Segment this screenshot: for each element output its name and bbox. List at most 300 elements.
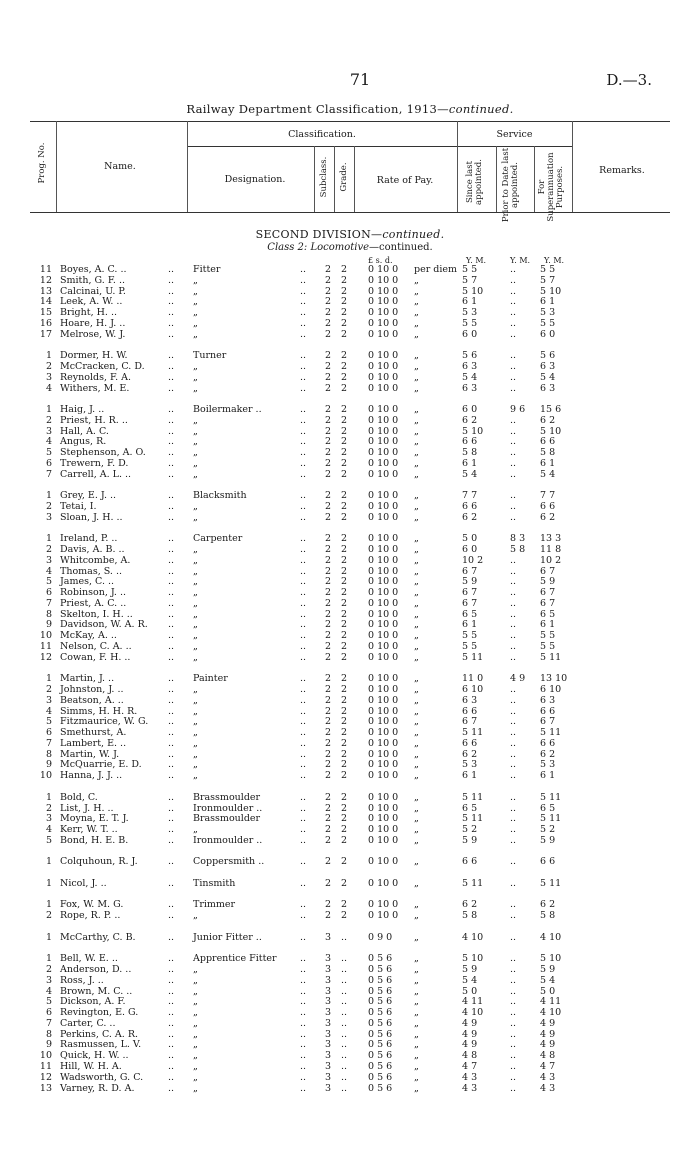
table-row (0, 996, 700, 1007)
leader-dots: .. (300, 1039, 307, 1051)
grade: 2 (340, 899, 348, 911)
designation: Coppersmith .. (193, 856, 265, 868)
rate-of-pay: 0 10 0 (368, 457, 399, 469)
title-main: Railway Department Classification, 1913— (186, 102, 449, 116)
service-superannuation: 4 3 (540, 1082, 556, 1094)
header-remarks: Remarks. (599, 165, 645, 176)
designation: „ (193, 565, 198, 577)
class-label: Class 2: Locomotive (267, 242, 370, 253)
rate-of-pay: 0 10 0 (368, 597, 399, 609)
service-prior: .. (510, 877, 517, 889)
leader-dots: .. (300, 727, 307, 739)
subclass: 2 (324, 350, 332, 362)
grade: 2 (340, 716, 348, 728)
service-superannuation: 5 0 (540, 985, 556, 997)
subclass: 3 (324, 974, 332, 986)
service-since-last: 5 11 (462, 651, 484, 663)
grade: 2 (340, 737, 348, 749)
designation: „ (193, 425, 198, 437)
header-since-last: Since last appointed. (465, 159, 484, 205)
service-prior: .. (510, 328, 517, 340)
designation: „ (193, 694, 198, 706)
leader-dots: .. (300, 307, 307, 319)
service-superannuation: 6 10 (540, 684, 562, 695)
prog-number: 2 (45, 802, 52, 814)
pay-period: „ (414, 317, 419, 329)
subclass: 2 (324, 877, 332, 889)
prog-number: 12 (39, 1071, 52, 1083)
employee-name: Kerr, W. T. .. (60, 824, 118, 835)
service-since-last: 10 2 (462, 554, 484, 566)
rate-of-pay: 0 10 0 (368, 490, 399, 502)
leader-dots: .. (168, 931, 175, 943)
subclass: 2 (324, 307, 332, 319)
service-superannuation: 6 7 (540, 565, 556, 577)
designation: Turner (193, 350, 227, 362)
pay-period: „ (414, 371, 419, 383)
grade: .. (340, 974, 348, 986)
service-superannuation: 5 4 (540, 974, 556, 986)
designation: „ (193, 447, 198, 459)
leader-dots: .. (300, 1061, 307, 1072)
service-superannuation: 6 0 (540, 328, 556, 340)
grade: 2 (340, 511, 348, 523)
leader-dots: .. (300, 791, 307, 803)
rate-of-pay: 0 5 6 (368, 985, 393, 997)
table-row (0, 770, 700, 781)
service-since-last: 6 3 (462, 694, 478, 706)
rate-of-pay: 0 10 0 (368, 360, 399, 372)
rate-of-pay: 0 9 0 (368, 931, 393, 943)
table-row (0, 436, 700, 447)
designation: „ (193, 296, 198, 308)
service-superannuation: 5 2 (540, 824, 556, 835)
table-row (0, 566, 700, 577)
designation: Blacksmith (193, 490, 247, 502)
employee-name: Dormer, H. W. (60, 350, 128, 362)
grade: .. (340, 1028, 348, 1040)
leader-dots: .. (168, 285, 175, 297)
table-row (0, 759, 700, 770)
service-prior: .. (510, 307, 517, 319)
employee-name: Reynolds, F. A. (60, 371, 132, 383)
leader-dots: .. (168, 307, 175, 319)
service-since-last: 5 5 (462, 317, 478, 329)
pay-period: „ (414, 1017, 419, 1029)
service-prior: 8 3 (510, 533, 526, 545)
table-row (0, 598, 700, 609)
service-since-last: 5 5 (462, 264, 478, 275)
leader-dots: .. (168, 651, 175, 663)
grade: .. (340, 1071, 348, 1083)
leader-dots: .. (300, 694, 307, 706)
rate-of-pay: 0 10 0 (368, 640, 399, 652)
designation: „ (193, 608, 198, 620)
designation: „ (193, 382, 198, 394)
subclass: 2 (324, 748, 332, 760)
leader-dots: .. (168, 791, 175, 803)
rate-of-pay: 0 10 0 (368, 404, 399, 415)
prog-number: 13 (39, 1082, 52, 1094)
employee-name: Carter, C. .. (60, 1017, 116, 1029)
rate-of-pay: 0 10 0 (368, 856, 399, 868)
service-superannuation: 5 5 (540, 317, 556, 329)
designation: „ (193, 274, 198, 286)
prog-number: 9 (45, 619, 52, 631)
table-row (0, 749, 700, 760)
designation: „ (193, 727, 198, 739)
super-units: Y. M. (544, 256, 565, 265)
subclass: 2 (324, 404, 332, 415)
designation: „ (193, 640, 198, 652)
employee-name: Johnston, J. .. (60, 684, 124, 695)
leader-dots: .. (168, 705, 175, 717)
table-row (0, 684, 700, 695)
designation: „ (193, 748, 198, 760)
service-since-last: 5 9 (462, 834, 478, 846)
designation: „ (193, 619, 198, 631)
leader-dots: .. (168, 296, 175, 308)
designation: Tinsmith (193, 877, 236, 889)
table-row (0, 738, 700, 749)
leader-dots: .. (300, 360, 307, 372)
leader-dots: .. (168, 565, 175, 577)
pay-period: „ (414, 1061, 419, 1072)
rate-of-pay: 0 10 0 (368, 791, 399, 803)
subclass: 3 (324, 985, 332, 997)
grade: 2 (340, 770, 348, 782)
employee-name: Angus, R. (60, 436, 107, 448)
subclass: 2 (324, 544, 332, 555)
leader-dots: .. (168, 1039, 175, 1051)
subclass: 2 (324, 382, 332, 394)
prog-number: 11 (39, 1061, 52, 1072)
designation: Trimmer (193, 899, 236, 911)
leader-dots: .. (300, 705, 307, 717)
service-superannuation: 6 2 (540, 748, 556, 760)
table-row (0, 307, 700, 318)
table-row (0, 501, 700, 512)
prog-number: 2 (45, 910, 52, 922)
service-superannuation: 7 7 (540, 490, 556, 502)
subclass: 2 (324, 791, 332, 803)
leader-dots: .. (168, 737, 175, 749)
subclass: 2 (324, 554, 332, 566)
header-top-rule (30, 121, 670, 122)
service-superannuation: 5 5 (540, 264, 556, 275)
service-prior: .. (510, 285, 517, 297)
subclass: 3 (324, 1050, 332, 1062)
table-row (0, 792, 700, 803)
subclass: 2 (324, 608, 332, 620)
employee-name: Bold, C. (60, 791, 98, 803)
prog-number: 11 (39, 264, 52, 275)
leader-dots: .. (300, 931, 307, 943)
pay-period: „ (414, 468, 419, 480)
leader-dots: .. (168, 824, 175, 835)
table-row (0, 932, 700, 943)
subclass: 2 (324, 274, 332, 286)
table-row (0, 910, 700, 921)
subclass: 2 (324, 457, 332, 469)
prog-number: 4 (45, 436, 52, 448)
pay-period: „ (414, 770, 419, 782)
service-prior: .. (510, 468, 517, 480)
employee-name: Haig, J. .. (60, 404, 105, 415)
table-row (0, 813, 700, 824)
prog-number: 17 (39, 328, 52, 340)
employee-name: Ireland, P. .. (60, 533, 118, 545)
grade: 2 (340, 748, 348, 760)
table-row (0, 706, 700, 717)
service-superannuation: 4 10 (540, 1007, 562, 1019)
designation: „ (193, 910, 198, 922)
leader-dots: .. (168, 597, 175, 609)
rate-of-pay: 0 10 0 (368, 737, 399, 749)
leader-dots: .. (300, 1082, 307, 1094)
header-rate-of-pay: Rate of Pay. (376, 175, 434, 186)
prog-number: 1 (45, 953, 52, 965)
service-prior: .. (510, 350, 517, 362)
employee-name: Beatson, A. .. (60, 694, 124, 706)
header-superannuation: For Superannuation Purposes. (537, 152, 565, 222)
service-since-last: 4 9 (462, 1028, 478, 1040)
service-superannuation: 6 1 (540, 770, 556, 782)
leader-dots: .. (168, 856, 175, 868)
rate-of-pay: 0 10 0 (368, 802, 399, 814)
leader-dots: .. (168, 382, 175, 394)
leader-dots: .. (300, 511, 307, 523)
employee-name: Whitcombe, A. (60, 554, 131, 566)
table-row (0, 404, 700, 415)
service-superannuation: 4 10 (540, 931, 562, 943)
service-prior: .. (510, 748, 517, 760)
grade: .. (340, 964, 348, 975)
since-units: Y. M. (466, 256, 487, 265)
designation: Boilermaker .. (193, 404, 262, 415)
service-since-last: 6 7 (462, 565, 478, 577)
leader-dots: .. (300, 371, 307, 383)
service-prior: .. (510, 447, 517, 459)
prog-number: 11 (39, 640, 52, 652)
rate-of-pay: 0 10 0 (368, 285, 399, 297)
leader-dots: .. (300, 630, 307, 642)
table-row (0, 533, 700, 544)
service-since-last: 7 7 (462, 490, 478, 502)
employee-name: Dickson, A. F. (60, 996, 126, 1008)
rate-of-pay: 0 10 0 (368, 296, 399, 308)
service-superannuation: 5 11 (540, 877, 562, 889)
prog-number: 5 (45, 716, 52, 728)
pay-period: „ (414, 856, 419, 868)
prog-number: 10 (39, 1050, 52, 1062)
table-row (0, 975, 700, 986)
designation: „ (193, 468, 198, 480)
service-superannuation: 4 9 (540, 1017, 556, 1029)
leader-dots: .. (300, 350, 307, 362)
service-superannuation: 5 10 (540, 953, 562, 965)
service-prior: .. (510, 824, 517, 835)
rate-of-pay: 0 10 0 (368, 684, 399, 695)
pay-period: „ (414, 511, 419, 523)
service-prior: .. (510, 770, 517, 782)
employee-name: Hoare, H. J. .. (60, 317, 126, 329)
service-superannuation: 5 6 (540, 350, 556, 362)
leader-dots: .. (300, 996, 307, 1008)
subclass: 2 (324, 264, 332, 275)
leader-dots: .. (300, 759, 307, 771)
service-superannuation: 5 9 (540, 576, 556, 588)
designation: „ (193, 285, 198, 297)
service-superannuation: 6 2 (540, 899, 556, 911)
employee-name: Nicol, J. .. (60, 877, 107, 889)
service-superannuation: 5 11 (540, 651, 562, 663)
prog-number: 6 (45, 727, 52, 739)
prog-number: 3 (45, 974, 52, 986)
grade: 2 (340, 802, 348, 814)
leader-dots: .. (168, 576, 175, 588)
leader-dots: .. (300, 813, 307, 825)
pay-period: „ (414, 382, 419, 394)
rate-of-pay: 0 10 0 (368, 630, 399, 642)
designation: „ (193, 1071, 198, 1083)
service-superannuation: 5 10 (540, 285, 562, 297)
designation: „ (193, 964, 198, 975)
grade: 2 (340, 727, 348, 739)
employee-name: Varney, R. D. A. (60, 1082, 135, 1094)
employee-name: Lambert, E. .. (60, 737, 127, 749)
prog-number: 2 (45, 684, 52, 695)
service-since-last: 6 2 (462, 748, 478, 760)
service-prior: .. (510, 791, 517, 803)
leader-dots: .. (300, 964, 307, 975)
leader-dots: .. (300, 834, 307, 846)
service-since-last: 5 11 (462, 727, 484, 739)
prog-number: 4 (45, 985, 52, 997)
grade: 2 (340, 307, 348, 319)
service-superannuation: 13 10 (540, 673, 568, 685)
prog-number: 1 (45, 490, 52, 502)
employee-name: Trewern, F. D. (60, 457, 129, 469)
service-superannuation: 6 5 (540, 608, 556, 620)
service-superannuation: 5 11 (540, 791, 562, 803)
prog-number: 1 (45, 791, 52, 803)
pay-period: „ (414, 759, 419, 771)
employee-name: McCracken, C. D. (60, 360, 145, 372)
leader-dots: .. (300, 554, 307, 566)
designation: „ (193, 651, 198, 663)
grade: 2 (340, 264, 348, 275)
leader-dots: .. (168, 673, 175, 685)
service-superannuation: 4 8 (540, 1050, 556, 1062)
pay-period: „ (414, 490, 419, 502)
designation: Fitter (193, 264, 221, 275)
leader-dots: .. (300, 1017, 307, 1029)
leader-dots: .. (300, 684, 307, 695)
pay-period: „ (414, 1028, 419, 1040)
employee-name: Smith, G. F. .. (60, 274, 126, 286)
designation: „ (193, 597, 198, 609)
leader-dots: .. (168, 974, 175, 986)
leader-dots: .. (300, 296, 307, 308)
pay-period: „ (414, 1039, 419, 1051)
service-prior: .. (510, 296, 517, 308)
prog-number: 1 (45, 931, 52, 943)
pay-period: „ (414, 651, 419, 663)
subclass: 2 (324, 500, 332, 512)
leader-dots: .. (168, 274, 175, 286)
service-since-last: 5 3 (462, 307, 478, 319)
grade: 2 (340, 317, 348, 329)
rate-of-pay: 0 10 0 (368, 727, 399, 739)
service-prior: 5 8 (510, 544, 526, 555)
service-since-last: 6 0 (462, 544, 478, 555)
rate-of-pay: 0 10 0 (368, 468, 399, 480)
leader-dots: .. (168, 350, 175, 362)
designation: „ (193, 360, 198, 372)
prog-number: 1 (45, 899, 52, 911)
designation: Ironmoulder .. (193, 802, 263, 814)
pay-period: „ (414, 996, 419, 1008)
table-row (0, 619, 700, 630)
pay-period: „ (414, 931, 419, 943)
rate-of-pay: 0 10 0 (368, 447, 399, 459)
rate-of-pay: 0 10 0 (368, 716, 399, 728)
table-row (0, 490, 700, 501)
grade: 2 (340, 436, 348, 448)
leader-dots: .. (300, 1050, 307, 1062)
subclass: 2 (324, 317, 332, 329)
service-superannuation: 6 1 (540, 296, 556, 308)
service-since-last: 5 10 (462, 953, 484, 965)
header-grade: Grade. (339, 162, 349, 192)
table-row (0, 318, 700, 329)
rate-of-pay: 0 10 0 (368, 382, 399, 394)
prog-number: 1 (45, 404, 52, 415)
designation: „ (193, 716, 198, 728)
prog-number: 6 (45, 587, 52, 599)
service-since-last: 5 8 (462, 910, 478, 922)
table-row (0, 1029, 700, 1040)
leader-dots: .. (300, 425, 307, 437)
designation: „ (193, 307, 198, 319)
pay-period: „ (414, 791, 419, 803)
designation: „ (193, 500, 198, 512)
service-since-last: 4 3 (462, 1071, 478, 1083)
leader-dots: .. (168, 640, 175, 652)
grade: 2 (340, 350, 348, 362)
subclass: 2 (324, 468, 332, 480)
designation: „ (193, 996, 198, 1008)
service-superannuation: 6 3 (540, 382, 556, 394)
designation: „ (193, 371, 198, 383)
service-prior: .. (510, 1017, 517, 1029)
subclass: 2 (324, 285, 332, 297)
table-row (0, 803, 700, 814)
service-since-last: 6 0 (462, 404, 478, 415)
leader-dots: .. (168, 813, 175, 825)
pay-period: „ (414, 307, 419, 319)
service-since-last: 6 1 (462, 296, 478, 308)
class-subtitle (0, 242, 700, 253)
leader-dots: .. (300, 673, 307, 685)
service-superannuation: 11 8 (540, 544, 562, 555)
service-prior: .. (510, 1082, 517, 1094)
service-since-last: 6 1 (462, 457, 478, 469)
subclass: 3 (324, 1007, 332, 1019)
leader-dots: .. (168, 877, 175, 889)
leader-dots: .. (168, 457, 175, 469)
